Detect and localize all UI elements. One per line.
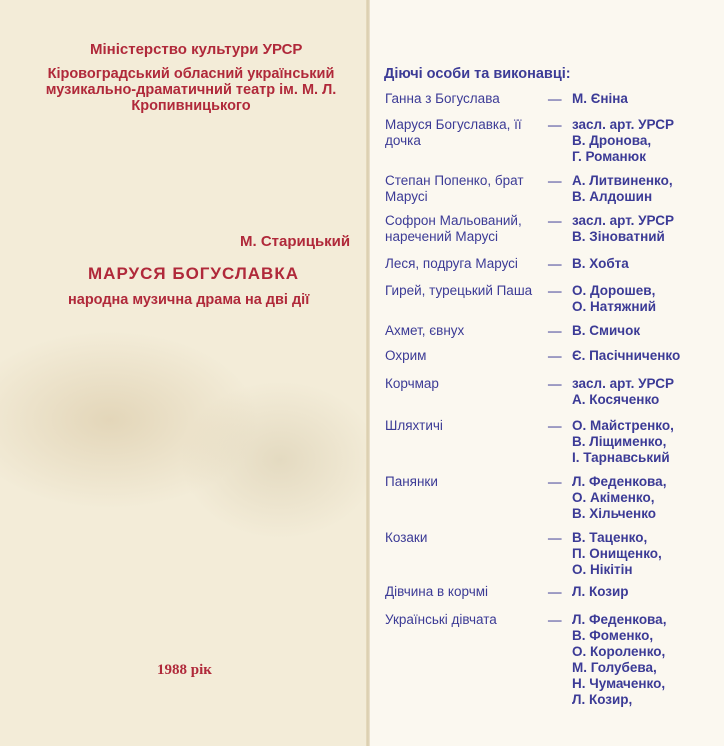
- cast-role: Панянки: [385, 474, 438, 489]
- actor-name: Є. Пасічниченко: [572, 348, 681, 363]
- cast-dash: —: [548, 530, 562, 545]
- cast-dash: —: [548, 117, 562, 132]
- actor-name: В. Зіноватний: [572, 229, 665, 244]
- cast-actors: [572, 91, 628, 107]
- actor-name: П. Онищенко,: [572, 546, 662, 561]
- cast-role: Дівчина в корчмі: [385, 584, 489, 599]
- actor-name: засл. арт. УРСР: [572, 117, 674, 132]
- cast-actors: [572, 612, 666, 708]
- cast-actors: [572, 323, 640, 339]
- actor-name: Н. Чумаченко,: [572, 676, 666, 691]
- cast-role: Степан Попенко, брат Марусі: [385, 173, 524, 204]
- actor-name: М. Єніна: [572, 91, 628, 106]
- play-subtitle: народна музична драма на дві дії: [68, 292, 310, 308]
- cast-dash: —: [548, 256, 562, 271]
- cast-dash: —: [548, 612, 562, 627]
- cast-dash: —: [548, 91, 562, 106]
- cast-actors: [572, 530, 662, 578]
- actor-name: В. Ліщименко,: [572, 434, 667, 449]
- theatre-name: Кіровоградський обласний український музикально-драматичний театр ім. М. Л. Кропивницького: [45, 66, 337, 114]
- cast-role: Леся, подруга Марусі: [385, 256, 518, 271]
- paper-stain: [180, 380, 368, 540]
- actor-name: В. Хобта: [572, 256, 629, 271]
- cast-role: Ахмет, євнух: [385, 323, 465, 338]
- cast-actors: [572, 173, 673, 205]
- cast-role: Ганна з Богуслава: [385, 91, 500, 106]
- cast-actors: [572, 418, 674, 466]
- cast-heading: Діючі особи та виконавці:: [384, 66, 571, 82]
- play-title: МАРУСЯ БОГУСЛАВКА: [88, 264, 299, 283]
- cast-dash: —: [548, 474, 562, 489]
- actor-name: А. Литвиненко,: [572, 173, 673, 188]
- year-label: 1988 рік: [157, 662, 212, 678]
- actor-name: В. Фоменко,: [572, 628, 654, 643]
- actor-name: В. Алдошин: [572, 189, 653, 204]
- actor-name: О. Натяжний: [572, 299, 657, 314]
- actor-name: Г. Романюк: [572, 149, 646, 164]
- cast-role: Корчмар: [385, 376, 439, 391]
- actor-name: О. Короленко,: [572, 644, 666, 659]
- cast-dash: —: [548, 376, 562, 391]
- actor-name: Л. Феденкова,: [572, 474, 667, 489]
- actor-name: М. Голубева,: [572, 660, 657, 675]
- cast-actors: [572, 584, 629, 600]
- actor-name: В. Смичок: [572, 323, 641, 338]
- cast-dash: —: [548, 418, 562, 433]
- ministry-name: Міністерство культури УРСР: [90, 41, 303, 58]
- cast-role: Маруся Богуславка, її дочка: [385, 117, 522, 148]
- cast-dash: —: [548, 173, 562, 188]
- cast-actors: [572, 474, 666, 522]
- actor-name: Л. Козир,: [572, 692, 633, 707]
- actor-name: В. Хільченко: [572, 506, 657, 521]
- page-fold: [366, 0, 370, 746]
- cast-actors: [572, 376, 674, 408]
- actor-name: О. Майстренко,: [572, 418, 674, 433]
- cast-actors: [572, 348, 680, 364]
- actor-name: В. Дронова,: [572, 133, 652, 148]
- cast-dash: —: [548, 283, 562, 298]
- cast-actors: [572, 283, 656, 315]
- cast-dash: —: [548, 348, 562, 363]
- cast-role: Козаки: [385, 530, 428, 545]
- cast-actors: [572, 256, 629, 272]
- cast-actors: [572, 213, 674, 245]
- cast-role: Українські дівчата: [385, 612, 497, 627]
- cast-role: Гирей, турецький Паша: [385, 283, 533, 298]
- actor-name: О. Акіменко,: [572, 490, 655, 505]
- actor-name: І. Тарнавський: [572, 450, 670, 465]
- actor-name: О. Дорошев,: [572, 283, 656, 298]
- cast-dash: —: [548, 584, 562, 599]
- cast-role: Софрон Мальований, наречений Марусі: [385, 213, 522, 244]
- actor-name: А. Косяченко: [572, 392, 660, 407]
- actor-name: засл. арт. УРСР: [572, 213, 674, 228]
- actor-name: В. Таценко,: [572, 530, 648, 545]
- cast-role: Охрим: [385, 348, 427, 363]
- right-page: [368, 0, 724, 746]
- cast-role: Шляхтичі: [385, 418, 443, 433]
- actor-name: О. Нікітін: [572, 562, 633, 577]
- cast-actors: [572, 117, 674, 165]
- actor-name: Л. Козир: [572, 584, 629, 599]
- actor-name: Л. Феденкова,: [572, 612, 667, 627]
- author-name: М. Старицький: [240, 233, 351, 250]
- cast-dash: —: [548, 323, 562, 338]
- cast-dash: —: [548, 213, 562, 228]
- actor-name: засл. арт. УРСР: [572, 376, 674, 391]
